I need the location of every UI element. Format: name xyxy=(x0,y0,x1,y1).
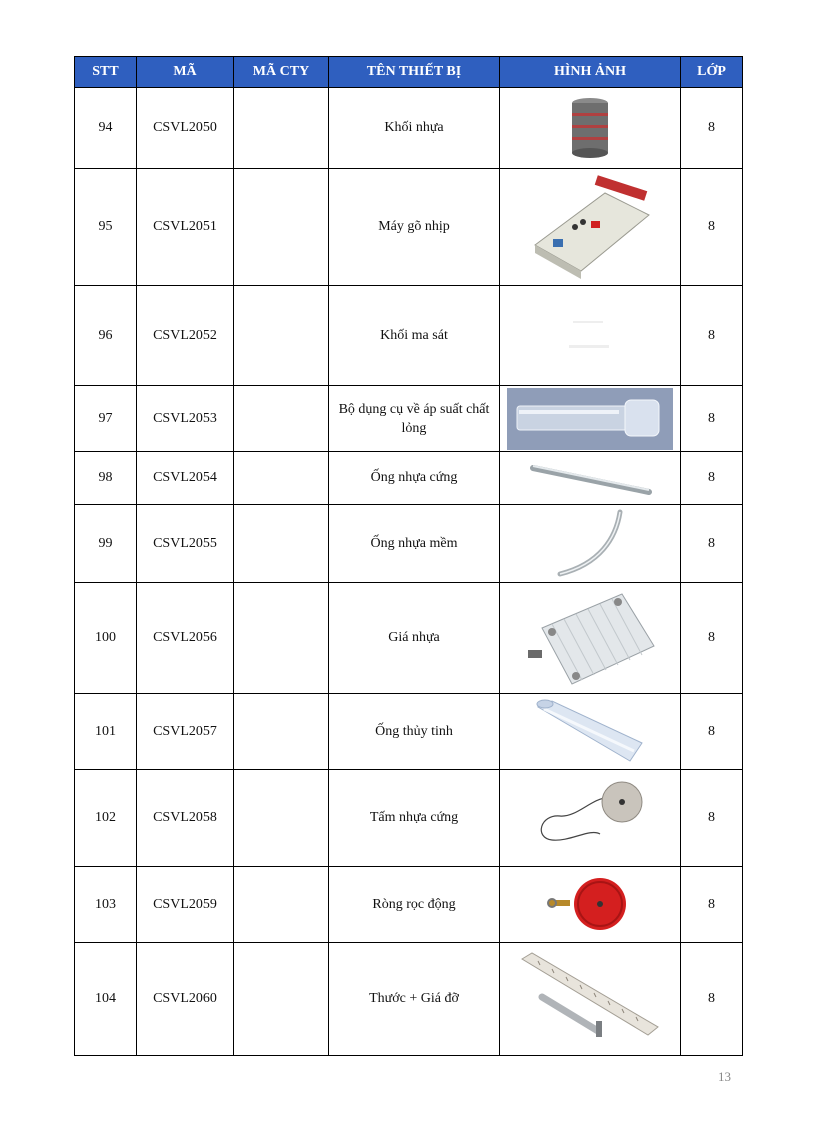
cell-stt: 101 xyxy=(75,694,137,770)
cell-ma: CSVL2058 xyxy=(137,770,234,867)
cell-ma: CSVL2054 xyxy=(137,452,234,505)
table-row xyxy=(75,867,743,943)
cell-image xyxy=(500,505,681,583)
cell-ma: CSVL2055 xyxy=(137,505,234,583)
table-row xyxy=(75,505,743,583)
cell-stt: 97 xyxy=(75,386,137,452)
moving-pulley-image xyxy=(540,874,640,936)
plastic-rack-image xyxy=(522,588,658,688)
cell-ma: CSVL2050 xyxy=(137,88,234,169)
cell-ma: CSVL2059 xyxy=(137,867,234,943)
cell-ten: Ống nhựa cứng xyxy=(329,452,500,505)
cell-ten: Tấm nhựa cứng xyxy=(329,770,500,867)
cell-ma-cty xyxy=(234,169,329,286)
table-row xyxy=(75,694,743,770)
cell-lop: 8 xyxy=(681,505,743,583)
rigid-tube-image xyxy=(525,458,655,498)
cell-stt: 104 xyxy=(75,943,137,1056)
cell-ma-cty xyxy=(234,867,329,943)
cell-image xyxy=(500,286,681,386)
cell-lop: 8 xyxy=(681,452,743,505)
cell-stt: 103 xyxy=(75,867,137,943)
cell-stt: 98 xyxy=(75,452,137,505)
cell-stt: 95 xyxy=(75,169,137,286)
cell-ma-cty xyxy=(234,386,329,452)
cell-image xyxy=(500,943,681,1056)
cell-lop: 8 xyxy=(681,169,743,286)
rigid-disc-image xyxy=(530,778,650,858)
cell-ten: Ròng rọc động xyxy=(329,867,500,943)
cell-ma: CSVL2056 xyxy=(137,583,234,694)
cell-lop: 8 xyxy=(681,286,743,386)
header-stt: STT xyxy=(75,57,137,88)
cell-ten: Ống thủy tinh xyxy=(329,694,500,770)
cell-lop: 8 xyxy=(681,943,743,1056)
cell-image xyxy=(500,867,681,943)
cell-ten: Giá nhựa xyxy=(329,583,500,694)
cell-ma: CSVL2053 xyxy=(137,386,234,452)
page-number: 13 xyxy=(718,1069,731,1084)
glass-tube-image xyxy=(530,699,650,765)
cell-ma: CSVL2057 xyxy=(137,694,234,770)
header-ten-thiet-bi: TÊN THIẾT BỊ xyxy=(329,57,500,88)
cell-ma-cty xyxy=(234,694,329,770)
plastic-block-image xyxy=(555,95,625,161)
cell-image xyxy=(500,770,681,867)
metronome-device-image xyxy=(525,175,655,279)
cell-ma-cty xyxy=(234,88,329,169)
header-hinh-anh: HÌNH ẢNH xyxy=(500,57,681,88)
cell-image xyxy=(500,452,681,505)
cell-ten: Bộ dụng cụ về áp suất chất lỏng xyxy=(329,386,500,452)
cell-ma-cty xyxy=(234,770,329,867)
equipment-table xyxy=(74,56,743,1056)
table-row xyxy=(75,88,743,169)
table-row xyxy=(75,169,743,286)
cell-ten: Ống nhựa mềm xyxy=(329,505,500,583)
ruler-and-stand-image xyxy=(518,951,662,1047)
table-row xyxy=(75,583,743,694)
cell-image xyxy=(500,583,681,694)
cell-ma: CSVL2060 xyxy=(137,943,234,1056)
cell-ma: CSVL2052 xyxy=(137,286,234,386)
cell-lop: 8 xyxy=(681,583,743,694)
friction-block-image xyxy=(555,311,625,361)
table-row xyxy=(75,386,743,452)
cell-lop: 8 xyxy=(681,88,743,169)
cell-stt: 100 xyxy=(75,583,137,694)
cell-ma-cty xyxy=(234,452,329,505)
flexible-tube-image xyxy=(550,508,630,580)
liquid-pressure-kit-image xyxy=(507,388,673,450)
cell-ma-cty xyxy=(234,943,329,1056)
cell-ma-cty xyxy=(234,286,329,386)
cell-ten: Khối ma sát xyxy=(329,286,500,386)
cell-lop: 8 xyxy=(681,386,743,452)
header-lop: LỚP xyxy=(681,57,743,88)
cell-stt: 96 xyxy=(75,286,137,386)
table-row xyxy=(75,770,743,867)
cell-ma-cty xyxy=(234,583,329,694)
cell-stt: 99 xyxy=(75,505,137,583)
cell-lop: 8 xyxy=(681,867,743,943)
cell-image xyxy=(500,88,681,169)
cell-ten: Thước + Giá đỡ xyxy=(329,943,500,1056)
header-ma: MÃ xyxy=(137,57,234,88)
cell-image xyxy=(500,169,681,286)
cell-lop: 8 xyxy=(681,694,743,770)
table-header-row xyxy=(75,57,743,88)
cell-image xyxy=(500,694,681,770)
cell-stt: 102 xyxy=(75,770,137,867)
cell-ma-cty xyxy=(234,505,329,583)
cell-stt: 94 xyxy=(75,88,137,169)
table-row xyxy=(75,286,743,386)
header-ma-cty: MÃ CTY xyxy=(234,57,329,88)
table-row xyxy=(75,943,743,1056)
cell-lop: 8 xyxy=(681,770,743,867)
cell-ten: Máy gõ nhịp xyxy=(329,169,500,286)
cell-image xyxy=(500,386,681,452)
table-row xyxy=(75,452,743,505)
cell-ma: CSVL2051 xyxy=(137,169,234,286)
cell-ten: Khối nhựa xyxy=(329,88,500,169)
